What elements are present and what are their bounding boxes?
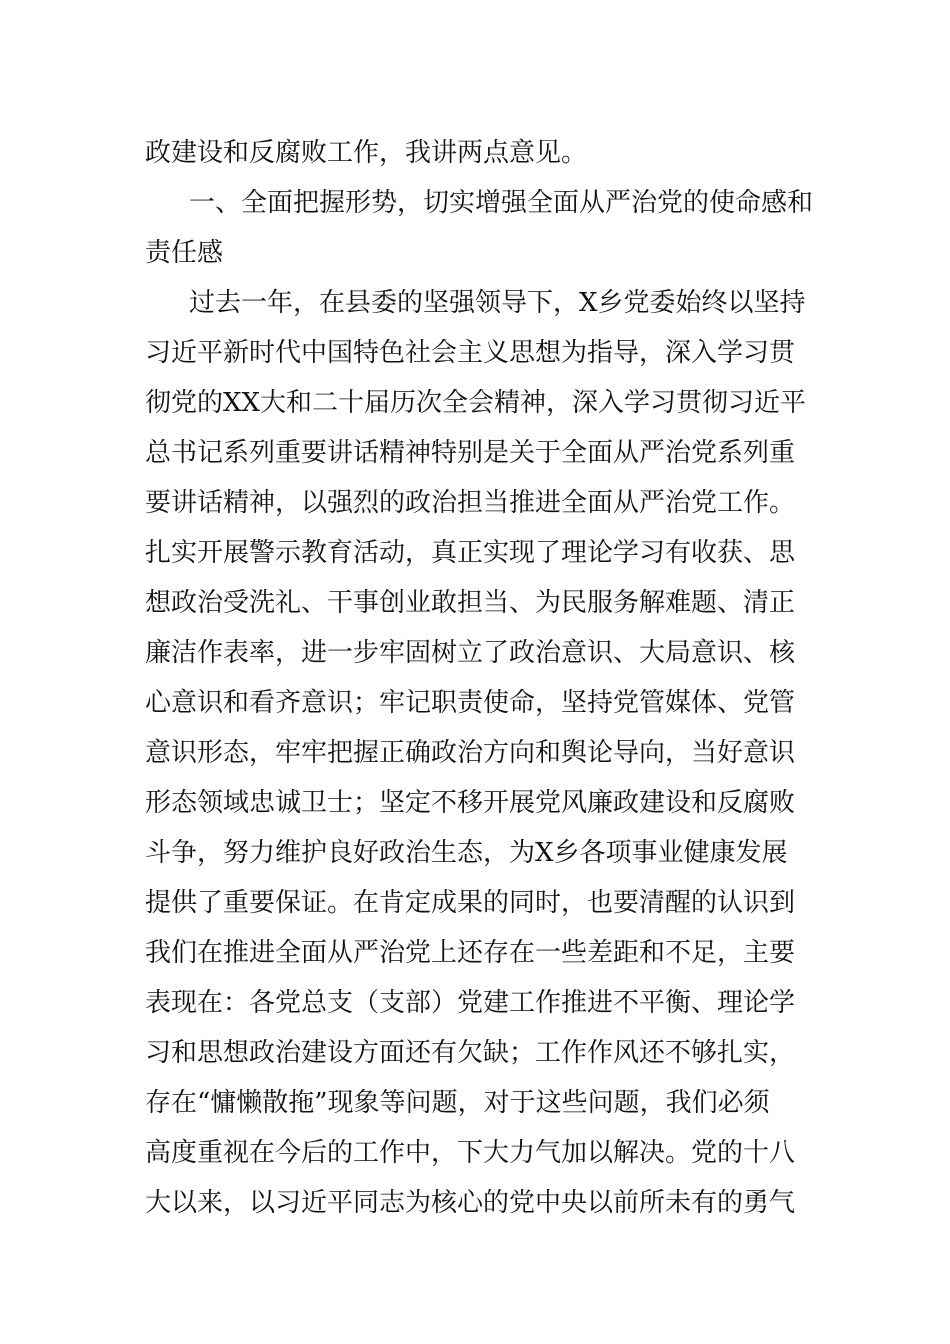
text-line: 大以来，以习近平同志为核心的党中央以前所未有的勇气 (145, 1188, 796, 1218)
section-heading-line: 一、全面把握形势，切实增强全面从严治党的使命感和 (189, 188, 814, 218)
section-heading-line: 责任感 (145, 238, 224, 268)
text-line: 扎实开展警示教育活动，真正实现了理论学习有收获、思 (145, 538, 796, 568)
text-line: 总书记系列重要讲话精神特别是关于全面从严治党系列重 (145, 438, 796, 468)
text-line: 想政治受洗礼、干事创业敢担当、为民服务解难题、清正 (145, 588, 796, 618)
text-line: 彻党的XX大和二十届历次全会精神，深入学习贯彻习近平 (145, 388, 807, 418)
text-line: 形态领域忠诚卫士；坚定不移开展党风廉政建设和反腐败 (145, 788, 796, 818)
text-line: 要讲话精神，以强烈的政治担当推进全面从严治党工作。 (145, 488, 796, 518)
text-line: 政建设和反腐败工作，我讲两点意见。 (145, 138, 588, 168)
text-line: 心意识和看齐意识；牢记职责使命，坚持党管媒体、党管 (145, 688, 796, 718)
text-line: 习和思想政治建设方面还有欠缺；工作作风还不够扎实， (145, 1038, 796, 1068)
text-line: 存在“慵懒散拖”现象等问题，对于这些问题，我们必须 (145, 1088, 770, 1118)
text-line: 表现在：各党总支（支部）党建工作推进不平衡、理论学 (145, 988, 796, 1018)
text-line: 斗争，努力维护良好政治生态，为X乡各项事业健康发展 (145, 838, 788, 868)
text-line: 廉洁作表率，进一步牢固树立了政治意识、大局意识、核 (145, 638, 796, 668)
text-line: 习近平新时代中国特色社会主义思想为指导，深入学习贯 (145, 338, 796, 368)
text-line: 我们在推进全面从严治党上还存在一些差距和不足，主要 (145, 938, 796, 968)
text-line: 提供了重要保证。在肯定成果的同时，也要清醒的认识到 (145, 888, 796, 918)
text-line: 意识形态，牢牢把握正确政治方向和舆论导向，当好意识 (145, 738, 796, 768)
text-line: 高度重视在今后的工作中，下大力气加以解决。党的十八 (145, 1138, 796, 1168)
text-line: 过去一年，在县委的坚强领导下，X乡党委始终以坚持 (189, 288, 806, 318)
